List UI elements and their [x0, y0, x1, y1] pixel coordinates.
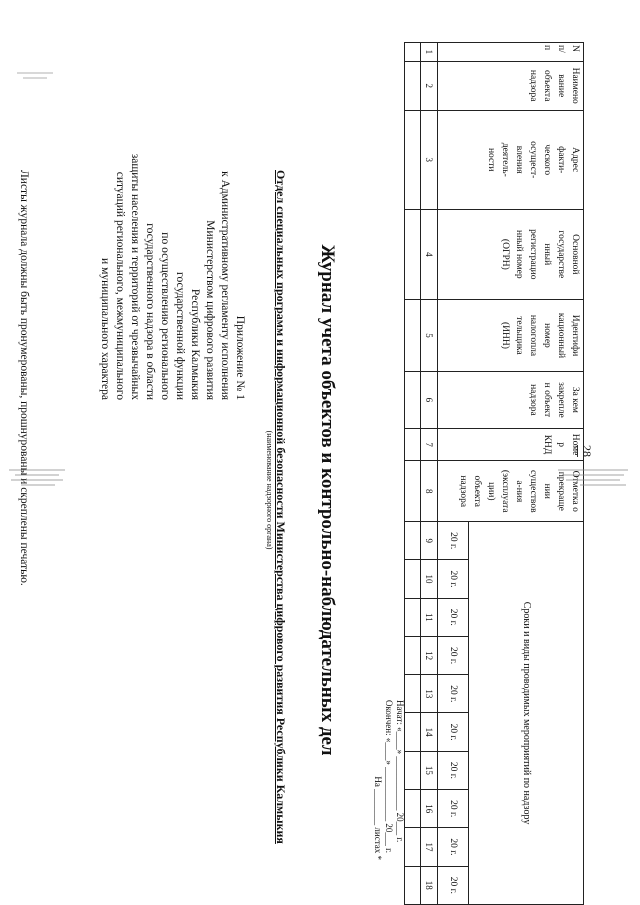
column-number: 11	[421, 598, 438, 636]
header-text: деятель-	[500, 142, 510, 177]
header-text: За кем	[570, 386, 580, 413]
column-number: 18	[421, 866, 438, 904]
header-text: (ИНН)	[500, 322, 510, 349]
end-date: Окончен: «____» ____________ 20___ г.	[384, 700, 394, 853]
empty-cell	[405, 43, 421, 62]
header-cell-number	[438, 43, 584, 62]
footnote: Листы журнала должны быть пронумерованы, прошнурованы и скреплены печатью.	[18, 170, 30, 586]
header-text: объекта	[542, 69, 552, 102]
empty-cell	[405, 61, 421, 110]
column-number: 2	[421, 61, 438, 110]
column-number: 4	[421, 209, 438, 299]
header-text: тельщика	[514, 316, 524, 355]
year-cell: 20 г.	[438, 828, 469, 866]
empty-cell	[405, 751, 421, 789]
column-number: 12	[421, 636, 438, 674]
empty-cell	[405, 560, 421, 598]
column-number: 5	[421, 299, 438, 371]
header-cell-name	[438, 61, 584, 110]
column-number-row	[421, 43, 438, 905]
header-text: ности	[486, 147, 496, 172]
header-text: N	[570, 45, 580, 52]
empty-cell	[405, 299, 421, 371]
page-number-text: 28	[580, 445, 594, 457]
appendix-line: государственной функции	[174, 272, 186, 400]
column-number: 17	[421, 828, 438, 866]
header-text: р	[556, 442, 566, 447]
header-text: ческого	[542, 144, 552, 176]
empty-cell	[405, 713, 421, 751]
appendix-line: Приложение № 1	[234, 315, 246, 400]
appendix-line: к Административному регламенту исполнения	[219, 171, 231, 400]
header-text: КНД	[542, 434, 552, 455]
year-cell: 20 г.	[438, 598, 469, 636]
header-text: объекта	[472, 475, 482, 507]
appendix-line: и муниципального характера	[99, 258, 111, 400]
header-text: надзора	[528, 384, 538, 416]
header-text: налогопла	[528, 314, 538, 357]
journal-title: Журнал учета объектов и контрольно-наблюдательных дел	[317, 244, 338, 756]
scan-artifact	[7, 466, 67, 488]
header-cell-inspection-terms: Сроки и виды проводимых мероприятий по надзору	[469, 522, 584, 905]
appendix-block	[97, 60, 247, 400]
header-text: существов	[528, 469, 538, 513]
appendix-line: государственного надзора в области	[144, 223, 156, 400]
year-cell: 20 г.	[438, 522, 469, 560]
year-cell: 20 г.	[438, 790, 469, 828]
year-cell: 20 г.	[438, 866, 469, 904]
empty-cell	[405, 372, 421, 429]
start-date: Начат: «____» ____________ 20___ г.	[395, 700, 405, 843]
year-cell: 20 г.	[438, 751, 469, 789]
header-cell-inn	[438, 299, 584, 371]
header-text: надзора	[528, 69, 538, 102]
header-text: вание	[556, 74, 566, 98]
scan-artifact	[15, 70, 55, 82]
department-subtitle: (наименование надзорного органа)	[265, 430, 274, 550]
empty-cell	[405, 110, 421, 209]
column-number: 3	[421, 110, 438, 209]
header-text: Основной	[570, 234, 580, 275]
header-text: п	[542, 45, 552, 51]
header-text: факти-	[556, 146, 566, 174]
header-text: прекраще	[556, 471, 566, 511]
empty-cell	[405, 866, 421, 904]
header-text: н объект	[542, 382, 552, 418]
year-cell: 20 г.	[438, 713, 469, 751]
appendix-line: защиты населения и территорий от чрезвычайных	[129, 153, 141, 400]
empty-cell	[405, 522, 421, 560]
header-text: регистрацио	[528, 229, 538, 280]
department-title: Отдел специальных программ и информационной безопасности Министерства цифрового развития Республики Калмыкия	[274, 170, 288, 844]
header-text: нный номер	[514, 230, 524, 279]
empty-cell	[405, 790, 421, 828]
header-text: (эксплуата	[500, 469, 510, 513]
sheet-count: На ________ листах *	[373, 776, 383, 860]
header-text: нии	[542, 483, 552, 499]
appendix-line: Министерством цифрового развития	[204, 220, 216, 400]
appendix-line: ситуаций регионального, межмуниципального	[114, 171, 126, 400]
column-number: 9	[421, 522, 438, 560]
date-block	[372, 700, 405, 860]
column-number: 6	[421, 372, 438, 429]
header-text: нный	[542, 243, 552, 266]
header-text: Отметка о	[570, 470, 580, 512]
header-text: государстве	[556, 230, 566, 279]
header-text: Идентифи	[570, 314, 580, 357]
header-cell-assigned	[438, 372, 584, 429]
column-number: 16	[421, 790, 438, 828]
header-text: Наимено	[570, 67, 580, 104]
header-text: а-ния	[514, 480, 524, 503]
header-cell-knd	[438, 428, 584, 461]
column-number: 10	[421, 560, 438, 598]
appendix-line: по осуществлению регионального	[159, 232, 171, 400]
header-text: кационный	[556, 312, 566, 359]
appendix-line: Республики Калмыкия	[189, 288, 201, 400]
header-cell-address	[438, 110, 584, 209]
column-number: 8	[421, 461, 438, 522]
column-number: 1	[421, 43, 438, 62]
header-text: осущест-	[528, 141, 538, 179]
empty-row	[405, 43, 421, 905]
year-cell: 20 г.	[438, 560, 469, 598]
year-cell: 20 г.	[438, 675, 469, 713]
empty-cell	[405, 461, 421, 522]
header-cell-ogrn	[438, 209, 584, 299]
header-text: п/	[556, 45, 566, 53]
header-text: номер	[542, 323, 552, 348]
empty-cell	[405, 636, 421, 674]
header-text: (ОГРН)	[500, 238, 510, 270]
header-text: Номе	[570, 433, 580, 456]
column-number: 14	[421, 713, 438, 751]
column-number: 7	[421, 428, 438, 461]
empty-cell	[405, 598, 421, 636]
header-text: закрепле	[556, 382, 566, 418]
year-cell: 20 г.	[438, 636, 469, 674]
header-text: надзора	[458, 475, 468, 508]
empty-cell	[405, 675, 421, 713]
header-text: Адрес	[570, 147, 580, 173]
empty-cell	[405, 209, 421, 299]
empty-cell	[405, 428, 421, 461]
header-text: вления	[514, 145, 524, 174]
column-number: 13	[421, 675, 438, 713]
scan-artifact	[556, 466, 630, 488]
empty-cell	[405, 828, 421, 866]
column-number: 15	[421, 751, 438, 789]
header-text: ции)	[486, 482, 496, 501]
